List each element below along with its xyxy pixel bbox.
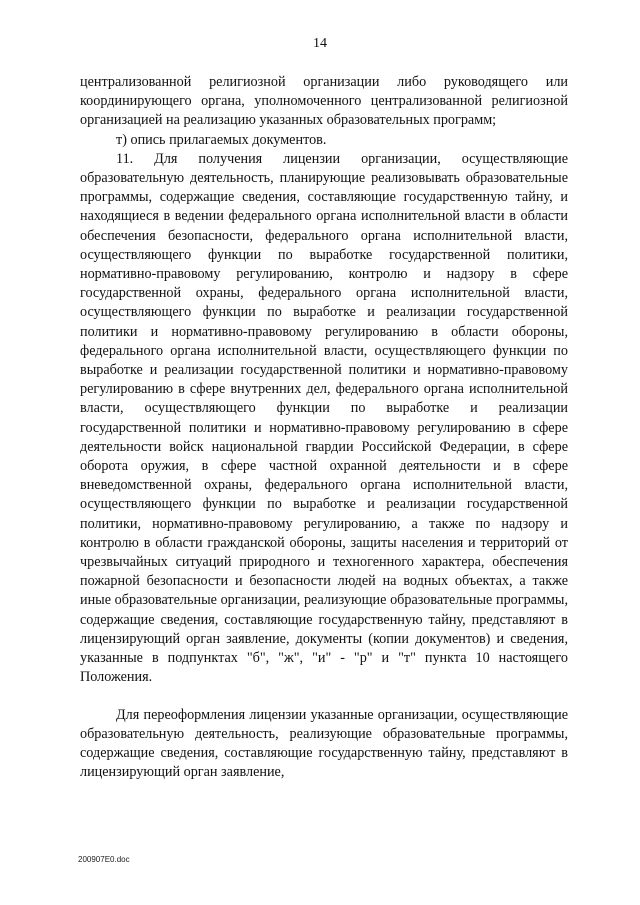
paragraph-clause-11: 11. Для получения лицензии организации, осуществляющие образовательную деятельность, планирующие реализовывать образовательные программы, содержащие сведения, составляющие государственную тайну, и находящиеся в ведении федерального органа исполнительной власти в области обеспечения безопасности, федерального органа исполнительной власти, осуществляющего функции по выработке государственной политики, нормативно-правовому регулированию, контролю и надзору в сфере государственной охраны, федерального органа исполнительной власти, осуществляющего функции по выработке и реализации государственной политики и нормативно-правовому регулированию в области обороны, федерального органа исполнительной власти, осуществляющего функции по выработке и реализации государственной политики и нормативно-правовому регулированию в сфере внутренних дел, федерального органа исполнительной власти, осуществляющего функции по выработке и реализации государственной политики и нормативно-правовому регулированию в сфере деятельности войск национальной гвардии Российской Федерации, в сфере оборота оружия, в сфере частной охранной деятельности и в сфере вневедомственной охраны, федерального органа исполнительной власти, осуществляющего функции по выработке и реализации государственной политики, нормативно-правовому регулированию, а также по надзору и контролю в области гражданской обороны, защиты населения и территорий от чрезвычайных ситуаций природного и техногенного характера, обеспечения пожарной безопасности и безопасности людей на водных объектах, а также иные образовательные организации, реализующие образовательные программы, содержащие сведения, составляющие государственную тайну, представляют в лицензирующий орган заявление, документы (копии документов) и сведения, указанные в подпунктах "б", "ж", "и" - "р" и "т" пункта 10 настоящего Положения. xyxy=(80,150,568,686)
page-number: 14 xyxy=(313,36,327,51)
footer-filename: 200907E0.doc xyxy=(78,855,130,864)
paragraph-reissue: Для переоформления лицензии указанные организации, осуществляющие образовательную деятельность, реализующие образовательные программы, содержащие сведения, составляющие государственную тайну, представляют в лицензирующий орган заявление, xyxy=(80,706,568,781)
paragraph-continuation: централизованной религиозной организации либо руководящего или координирующего органа, уполномоченного централизованной религиозной организацией на реализацию указанных образовательных программ; xyxy=(80,74,568,129)
paragraph-item-t: т) опись прилагаемых документов. xyxy=(116,131,327,148)
document-body xyxy=(80,73,568,782)
